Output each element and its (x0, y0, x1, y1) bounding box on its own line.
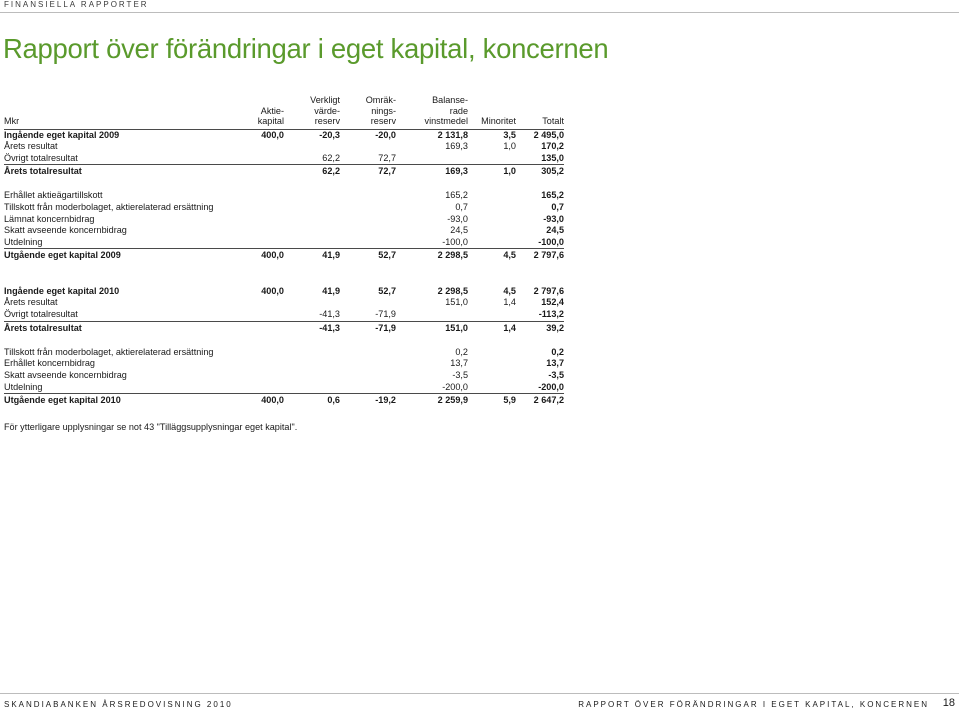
value-cell (396, 153, 468, 165)
row-label: Årets totalresultat (4, 165, 228, 179)
value-cell (284, 237, 340, 249)
row-label: Erhållet aktieägartillskott (4, 190, 103, 201)
value-cell (228, 225, 284, 237)
value-cell: 2 259,9 (396, 394, 468, 408)
value-cell (340, 141, 396, 153)
spacer-row (4, 263, 564, 286)
column-header: Minoritet (468, 95, 516, 129)
equity-changes-table (4, 95, 564, 408)
value-cell (284, 190, 340, 202)
value-cell: 151,0 (445, 297, 468, 308)
value-cell (468, 153, 516, 165)
table-row (4, 141, 564, 153)
footer-left-label: SKANDIABANKEN ÅRSREDOVISNING 2010 (4, 700, 233, 709)
table-row (4, 321, 564, 335)
column-header-label: Mkr (4, 95, 228, 129)
value-cell (228, 190, 284, 202)
value-cell: -20,0 (375, 129, 396, 140)
table-row (4, 286, 564, 298)
value-cell: 170,2 (541, 141, 564, 152)
value-cell: 24,5 (450, 225, 468, 236)
value-cell: -41,3 (284, 321, 340, 335)
spacer-cell (4, 335, 564, 347)
table-row (4, 382, 564, 394)
row-label: Erhållet koncernbidrag (4, 358, 95, 369)
footer-rule (0, 693, 959, 694)
value-cell (284, 370, 340, 382)
value-cell: 0,2 (551, 346, 564, 357)
value-cell (228, 141, 284, 153)
row-label: Utdelning (4, 236, 43, 247)
value-cell: 41,9 (284, 249, 340, 263)
value-cell (284, 141, 340, 153)
value-cell: 2 797,6 (516, 249, 564, 263)
value-cell: -100,0 (442, 236, 468, 247)
value-cell: 152,4 (541, 297, 564, 308)
table-row (4, 165, 564, 179)
value-cell (468, 358, 516, 370)
row-label: Skatt avseende koncernbidrag (4, 225, 127, 236)
value-cell: 52,7 (340, 249, 396, 263)
row-label: Ingående eget kapital 2009 (4, 129, 120, 140)
row-label: Lämnat koncernbidrag (4, 213, 95, 224)
value-cell (228, 382, 284, 394)
table-row (4, 347, 564, 359)
spacer-cell (4, 263, 564, 286)
value-cell (228, 214, 284, 226)
value-cell: 2 298,5 (396, 249, 468, 263)
value-cell: -3,5 (452, 369, 468, 380)
value-cell: -71,9 (340, 321, 396, 335)
value-cell: 135,0 (541, 152, 564, 163)
value-cell: -93,0 (543, 213, 564, 224)
value-cell (284, 214, 340, 226)
header-rule (0, 12, 959, 13)
table-row (4, 237, 564, 249)
value-cell: -93,0 (447, 213, 468, 224)
table-header-row (4, 95, 564, 129)
value-cell: 169,3 (396, 165, 468, 179)
value-cell (468, 309, 516, 321)
row-label: Årets totalresultat (4, 321, 228, 335)
value-cell (340, 358, 396, 370)
value-cell (228, 347, 284, 359)
value-cell: -71,9 (375, 309, 396, 320)
value-cell (468, 190, 516, 202)
row-label: Övrigt totalresultat (4, 152, 78, 163)
value-cell: -100,0 (538, 236, 564, 247)
value-cell: 62,2 (284, 165, 340, 179)
column-header: Totalt (516, 95, 564, 129)
value-cell: 13,7 (546, 358, 564, 369)
value-cell (228, 309, 284, 321)
value-cell: -3,5 (548, 369, 564, 380)
value-cell (228, 153, 284, 165)
value-cell: 39,2 (516, 321, 564, 335)
value-cell: 400,0 (261, 129, 284, 140)
value-cell: 1,0 (503, 141, 516, 152)
section-label: FINANSIELLA RAPPORTER (4, 0, 149, 9)
spacer-row (4, 179, 564, 191)
row-label: Övrigt totalresultat (4, 309, 78, 320)
table-row (4, 370, 564, 382)
column-header: Aktie- kapital (228, 95, 284, 129)
value-cell: 305,2 (516, 165, 564, 179)
value-cell (228, 297, 284, 309)
table-body (4, 129, 564, 408)
footer-right-label: RAPPORT ÖVER FÖRÄNDRINGAR I EGET KAPITAL, KONCERNEN (578, 700, 929, 709)
value-cell: 0,7 (551, 202, 564, 213)
value-cell: 2 797,6 (533, 285, 564, 296)
table-row (4, 129, 564, 141)
value-cell: 0,2 (455, 346, 468, 357)
row-label: Utdelning (4, 381, 43, 392)
table-row (4, 297, 564, 309)
value-cell (284, 225, 340, 237)
value-cell (340, 237, 396, 249)
table-row (4, 225, 564, 237)
value-cell: -200,0 (538, 381, 564, 392)
value-cell (284, 297, 340, 309)
value-cell: -41,3 (319, 309, 340, 320)
column-header: Balanse- rade vinstmedel (396, 95, 468, 129)
value-cell: 13,7 (450, 358, 468, 369)
value-cell (228, 237, 284, 249)
table-row (4, 309, 564, 321)
value-cell (340, 225, 396, 237)
row-label: Årets resultat (4, 141, 58, 152)
row-label: Tillskott från moderbolaget, aktierelaterad ersättning (4, 202, 214, 213)
value-cell: 72,7 (378, 152, 396, 163)
table-row (4, 202, 564, 214)
value-cell: 151,0 (396, 321, 468, 335)
value-cell (468, 237, 516, 249)
value-cell (340, 347, 396, 359)
value-cell: -200,0 (442, 381, 468, 392)
page-title: Rapport över förändringar i eget kapital, koncernen (3, 33, 609, 64)
value-cell (340, 382, 396, 394)
value-cell: 52,7 (378, 285, 396, 296)
value-cell: 72,7 (340, 165, 396, 179)
value-cell (340, 297, 396, 309)
value-cell: 2 495,0 (533, 129, 564, 140)
value-cell (468, 202, 516, 214)
value-cell: 3,5 (503, 129, 516, 140)
value-cell: 4,5 (468, 249, 516, 263)
value-cell: 41,9 (322, 285, 340, 296)
value-cell: 400,0 (261, 285, 284, 296)
row-label: Utgående eget kapital 2010 (4, 394, 228, 408)
value-cell: 400,0 (228, 394, 284, 408)
value-cell (468, 382, 516, 394)
table-row (4, 153, 564, 165)
table-row (4, 214, 564, 226)
footnote: För ytterligare upplysningar se not 43 "Tilläggsupplysningar eget kapital". (4, 422, 298, 432)
column-header: Omräk- nings- reserv (340, 95, 396, 129)
value-cell (468, 347, 516, 359)
table-row (4, 190, 564, 202)
value-cell (228, 202, 284, 214)
table-row (4, 358, 564, 370)
value-cell: 2 131,8 (437, 129, 468, 140)
value-cell (468, 214, 516, 226)
spacer-cell (4, 179, 564, 191)
value-cell (468, 225, 516, 237)
value-cell (228, 165, 284, 179)
value-cell: 400,0 (228, 249, 284, 263)
value-cell: 62,2 (322, 152, 340, 163)
value-cell (340, 202, 396, 214)
value-cell (284, 382, 340, 394)
row-label: Tillskott från moderbolaget, aktierelaterad ersättning (4, 346, 214, 357)
value-cell: 165,2 (541, 190, 564, 201)
value-cell (468, 370, 516, 382)
value-cell: 1,4 (468, 321, 516, 335)
value-cell (340, 214, 396, 226)
value-cell: 24,5 (546, 225, 564, 236)
value-cell (228, 370, 284, 382)
table-row (4, 249, 564, 263)
column-header: Verkligt värde- reserv (284, 95, 340, 129)
row-label: Årets resultat (4, 297, 58, 308)
value-cell: 4,5 (503, 285, 516, 296)
value-cell: 2 298,5 (437, 285, 468, 296)
value-cell: 169,3 (445, 141, 468, 152)
value-cell: -20,3 (319, 129, 340, 140)
value-cell: 5,9 (468, 394, 516, 408)
spacer-row (4, 335, 564, 347)
value-cell: 165,2 (445, 190, 468, 201)
value-cell (284, 202, 340, 214)
row-label: Ingående eget kapital 2010 (4, 285, 120, 296)
value-cell: 2 647,2 (516, 394, 564, 408)
row-label: Utgående eget kapital 2009 (4, 249, 228, 263)
table-row (4, 394, 564, 408)
value-cell (228, 321, 284, 335)
page-number: 18 (942, 697, 955, 709)
value-cell: 0,7 (455, 202, 468, 213)
value-cell (228, 358, 284, 370)
value-cell (340, 190, 396, 202)
value-cell (340, 370, 396, 382)
value-cell: 0,6 (284, 394, 340, 408)
value-cell: -113,2 (538, 309, 564, 320)
value-cell: 1,4 (503, 297, 516, 308)
value-cell (284, 358, 340, 370)
value-cell (396, 309, 468, 321)
value-cell (284, 347, 340, 359)
value-cell: 1,0 (468, 165, 516, 179)
row-label: Skatt avseende koncernbidrag (4, 369, 127, 380)
value-cell: -19,2 (340, 394, 396, 408)
